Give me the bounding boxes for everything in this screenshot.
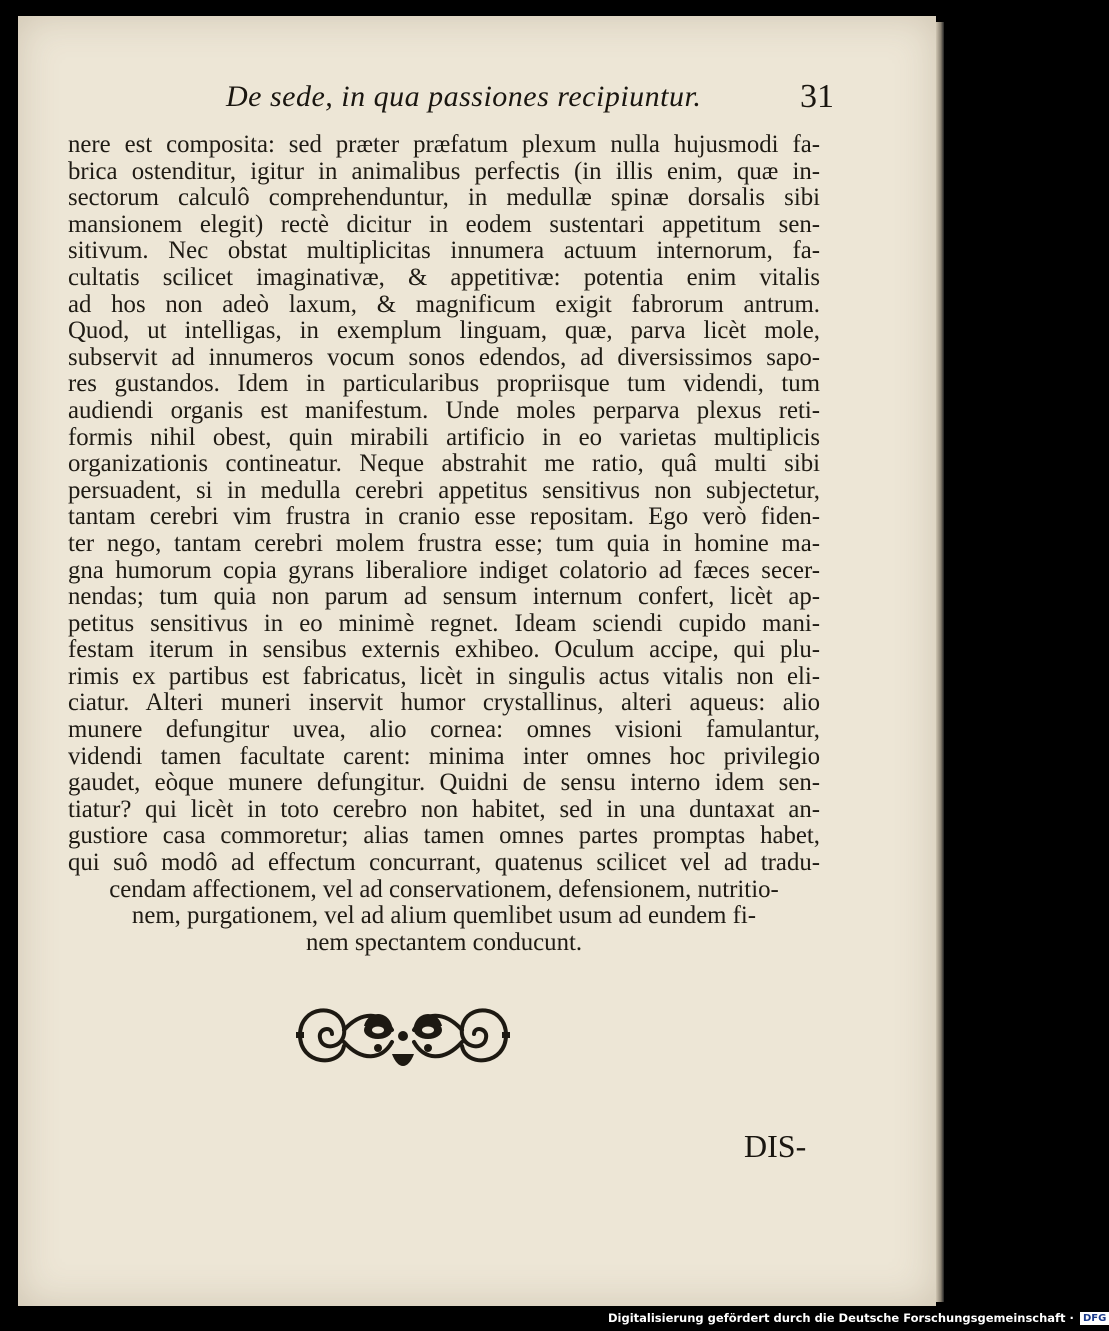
text-line: mansionem elegit) rectè dicitur in eodem sustentari appetitum sen- xyxy=(68,210,820,238)
running-head: De sede, in qua passiones recipiuntur. xyxy=(226,80,702,113)
text-line: festam iterum in sensibus externis exhibeo. Oculum accipe, qui plu- xyxy=(68,636,820,664)
page-number: 31 xyxy=(800,78,834,115)
text-line: munere defungitur uvea, alio cornea: omnes visioni famulantur, xyxy=(68,716,820,744)
text-line: ad hos non adeò laxum, & magnificum exigit fabrorum antrum. xyxy=(68,290,820,318)
page-edge xyxy=(936,22,944,1302)
text-line: formis nihil obest, quin mirabili artificio in eo varietas multiplicis xyxy=(68,423,820,451)
body-text xyxy=(68,132,820,956)
text-line: gustiore casa commoretur; alias tamen omnes partes promptas habet, xyxy=(68,822,820,850)
text-line: nem spectantem conducunt. xyxy=(305,928,583,956)
text-line: rimis ex partibus est fabricatus, licèt in singulis actus vitalis non eli- xyxy=(68,662,820,690)
text-line: ter nego, tantam cerebri molem frustra esse; tum quia in homine ma- xyxy=(68,529,820,557)
text-line: sitivum. Nec obstat multiplicitas innumera actuum internorum, fa- xyxy=(68,237,820,265)
floral-tailpiece-ornament-icon xyxy=(292,990,514,1080)
text-line: cendam affectionem, vel ad conservationem, defensionem, nutritio- xyxy=(109,875,779,903)
text-line: gaudet, eòque munere defungitur. Quidni de sensu interno idem sen- xyxy=(68,769,820,797)
text-line: persuadent, si in medulla cerebri appetitus sensitivus non subjectetur, xyxy=(68,476,820,504)
text-line: gna humorum copia gyrans liberaliore indiget colatorio ad fæces secer- xyxy=(68,556,820,584)
text-line: petitus sensitivus in eo minimè regnet. Ideam sciendi cupido mani- xyxy=(68,609,820,637)
dfg-logo: DFG xyxy=(1080,1312,1109,1325)
text-line: Quod, ut intelligas, in exemplum linguam, quæ, parva licèt mole, xyxy=(68,317,820,345)
text-line: organizationis contineatur. Neque abstrahit me ratio, quâ multi sibi xyxy=(68,450,820,478)
text-line: ciatur. Alteri muneri inservit humor crystallinus, alteri aqueus: alio xyxy=(68,689,820,717)
text-line: tiatur? qui licèt in toto cerebro non habitet, sed in una duntaxat an- xyxy=(68,795,820,823)
text-line: nem, purgationem, vel ad alium quemlibet usum ad eundem fi- xyxy=(131,902,757,930)
text-line: cultatis scilicet imaginativæ, & appetitivæ: potentia enim vitalis xyxy=(68,263,820,291)
digitization-footer xyxy=(608,1311,1109,1325)
text-line: res gustandos. Idem in particularibus propriisque tum videndi, tum xyxy=(68,370,820,398)
text-line: nere est composita: sed præter præfatum plexum nulla hujusmodi fa- xyxy=(68,131,820,158)
text-line: audiendi organis est manifestum. Unde moles perparva plexus reti- xyxy=(68,396,820,424)
text-line: sectorum calculô comprehenduntur, in medullæ spinæ dorsalis sibi xyxy=(68,184,820,212)
text-line: tantam cerebri vim frustra in cranio esse repositam. Ego verò fiden- xyxy=(68,503,820,531)
text-line: nendas; tum quia non parum ad sensum internum confert, licèt ap- xyxy=(68,583,820,611)
text-line: videndi tamen facultate carent: minima inter omnes hoc privilegio xyxy=(68,742,820,770)
text-line: subservit ad innumeros vocum sonos edendos, ad diversissimos sapo- xyxy=(68,343,820,371)
text-line: qui suô modô ad effectum concurrant, quatenus scilicet vel ad tradu- xyxy=(68,849,820,877)
text-line: brica ostenditur, igitur in animalibus perfectis (in illis enim, quæ in- xyxy=(68,157,820,185)
catchword: DIS- xyxy=(744,1128,807,1164)
footer-text: Digitalisierung gefördert durch die Deutsche Forschungsgemeinschaft · xyxy=(608,1311,1074,1325)
